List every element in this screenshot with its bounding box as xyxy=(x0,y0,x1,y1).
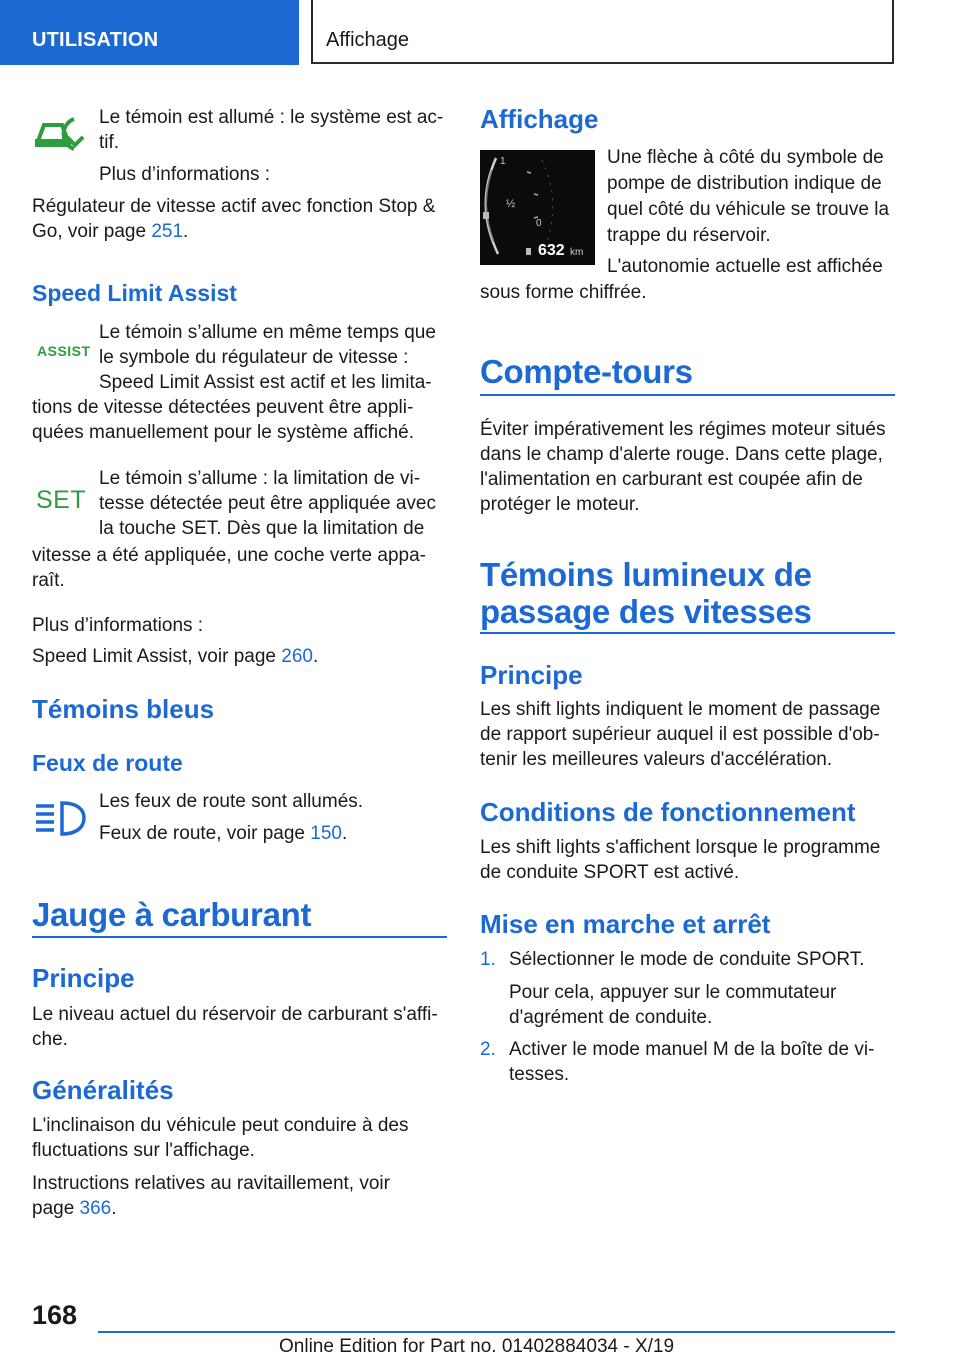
sla-set-text-3: la touche SET. Dès que la limitation de xyxy=(99,518,425,539)
sla-text-4: tions de vitesse détectées peuvent être appli- xyxy=(32,397,414,418)
stopgo-text-1: Le témoin est allumé : le système est ac- xyxy=(99,107,444,128)
fuel-instr-1: Instructions relatives au ravitaillement, voir xyxy=(32,1173,390,1194)
tacho-text-3: l'alimentation en carburant est coupée afin de xyxy=(480,469,863,490)
fuel-general-text-2: fluctuations sur l'affichage. xyxy=(32,1140,255,1161)
fuel-general-text-1: L'inclinaison du véhicule peut conduire à des xyxy=(32,1115,409,1136)
tacho-text-1: Éviter impérativement les régimes moteur situés xyxy=(480,419,886,440)
sla-text-5: quées manuellement pour le système affiché. xyxy=(32,422,414,443)
page-link-260[interactable]: 260 xyxy=(281,646,313,667)
display-text-2: pompe de distribution indique de xyxy=(607,173,882,194)
high-beam-ref: Feux de route, voir page xyxy=(99,823,311,844)
chapter-header xyxy=(311,0,894,64)
stopgo-ref-1: Régulateur de vitesse actif avec fonction Stop & xyxy=(32,196,436,217)
tacho-text-4: protéger le moteur. xyxy=(480,494,640,515)
step-text-1: Sélectionner le mode de conduite SPORT. xyxy=(509,949,865,970)
fuel-principe-text-2: che. xyxy=(32,1029,68,1050)
fuel-general-heading: Généralités xyxy=(32,1075,174,1105)
ref-suffix: . xyxy=(312,646,319,667)
shift-conditions-text-2: de conduite SPORT est activé. xyxy=(480,862,740,883)
display-text2-2: sous forme chiffrée. xyxy=(480,282,647,303)
tacho-text-2: dans le champ d'alerte rouge. Dans cette plage, xyxy=(480,444,883,465)
display-heading: Affichage xyxy=(480,104,599,134)
blue-heading: Témoins bleus xyxy=(32,694,215,724)
stopgo-ref-2: Go, voir page xyxy=(32,221,152,242)
page-link-150[interactable]: 150 xyxy=(310,823,342,844)
gauge-label-empty: 0 xyxy=(536,218,542,229)
display-text-1: Une flèche à côté du symbole de xyxy=(607,147,884,168)
sla-set-text-2: tesse détectée peut être appliquée avec xyxy=(99,493,436,514)
step-text-2b: tesses. xyxy=(509,1064,570,1085)
shift-conditions-text-1: Les shift lights s'affichent lorsque le programme xyxy=(480,837,881,858)
gauge-label-half: ½ xyxy=(506,198,516,210)
chapter-title: Affichage xyxy=(326,29,410,51)
page-number: 168 xyxy=(32,1300,78,1330)
sla-heading: Speed Limit Assist xyxy=(32,280,237,306)
shift-heading-rule xyxy=(480,632,895,634)
set-icon: SET xyxy=(36,486,87,514)
step-number-2: 2. xyxy=(480,1039,496,1060)
display-text-3: quel côté du véhicule se trouve la xyxy=(607,199,890,220)
section-title: UTILISATION xyxy=(32,29,159,51)
footer-rule xyxy=(98,1331,895,1333)
fuel-instr-2: page xyxy=(32,1198,80,1219)
ref-suffix: . xyxy=(341,823,348,844)
fuel-principe-heading: Principe xyxy=(32,963,135,993)
stop-and-go-icon xyxy=(32,115,86,153)
fuel-heading-rule xyxy=(32,936,447,938)
fuel-principe-text-1: Le niveau actuel du réservoir de carburant s'affi- xyxy=(32,1004,438,1025)
fuel-heading: Jauge à carburant xyxy=(32,896,312,933)
sla-more: Plus d’informations : xyxy=(32,615,204,636)
footer-edition: Online Edition for Part no. 01402884034 - X/19 xyxy=(279,1336,675,1357)
page-link-251[interactable]: 251 xyxy=(151,221,184,242)
section-tab xyxy=(0,0,299,65)
gauge-range-unit: km xyxy=(570,247,584,258)
tacho-heading-rule xyxy=(480,394,895,396)
gauge-label-full: 1 xyxy=(500,156,506,167)
assist-icon: ASSIST xyxy=(37,343,91,359)
shift-principe-heading: Principe xyxy=(480,660,583,690)
stopgo-text-2: tif. xyxy=(99,132,120,153)
high-beam-text: Les feux de route sont allumés. xyxy=(99,791,364,812)
sla-set-text-1: Le témoin s’allume : la limitation de vi- xyxy=(99,468,421,489)
shift-onoff-heading: Mise en marche et arrêt xyxy=(480,909,771,939)
sla-set-text-5: raît. xyxy=(32,570,65,591)
shift-principe-text-3: tenir les meilleures valeurs d'accélération. xyxy=(480,749,833,770)
step-sub-text-2: d'agrément de conduite. xyxy=(509,1007,713,1028)
sla-text-1: Le témoin s’allume en même temps que xyxy=(99,322,436,343)
stopgo-more: Plus d’informations : xyxy=(99,164,271,185)
tacho-heading: Compte-tours xyxy=(480,353,693,390)
step-text-2: Activer le mode manuel M de la boîte de vi- xyxy=(509,1039,875,1060)
shift-heading-1: Témoins lumineux de xyxy=(480,556,812,593)
ref-suffix: . xyxy=(111,1198,117,1219)
shift-principe-text-2: de rapport supérieur auquel il est possible d'ob- xyxy=(480,724,880,745)
page-link-366[interactable]: 366 xyxy=(79,1198,112,1219)
sla-text-3: Speed Limit Assist est actif et les limita- xyxy=(99,372,432,393)
shift-principe-text-1: Les shift lights indiquent le moment de passage xyxy=(480,699,881,720)
ref-suffix: . xyxy=(183,221,189,242)
sla-ref: Speed Limit Assist, voir page xyxy=(32,646,282,667)
high-beam-icon xyxy=(34,800,86,838)
shift-heading-2: passage des vitesses xyxy=(480,593,812,630)
step-sub-text-1: Pour cela, appuyer sur le commutateur xyxy=(509,982,837,1003)
high-beam-heading: Feux de route xyxy=(32,750,183,776)
gauge-range-value: 632 xyxy=(538,242,565,259)
sla-text-2: le symbole du régulateur de vitesse : xyxy=(99,347,409,368)
display-text2-1: L'autonomie actuelle est affichée xyxy=(607,256,883,277)
fuel-gauge-image xyxy=(480,150,595,265)
display-text-4: trappe du réservoir. xyxy=(607,225,771,246)
shift-heading xyxy=(480,556,812,630)
step-number-1: 1. xyxy=(480,949,496,970)
shift-conditions-heading: Conditions de fonctionnement xyxy=(480,797,856,827)
sla-set-text-4: vitesse a été appliquée, une coche verte appa- xyxy=(32,545,426,566)
